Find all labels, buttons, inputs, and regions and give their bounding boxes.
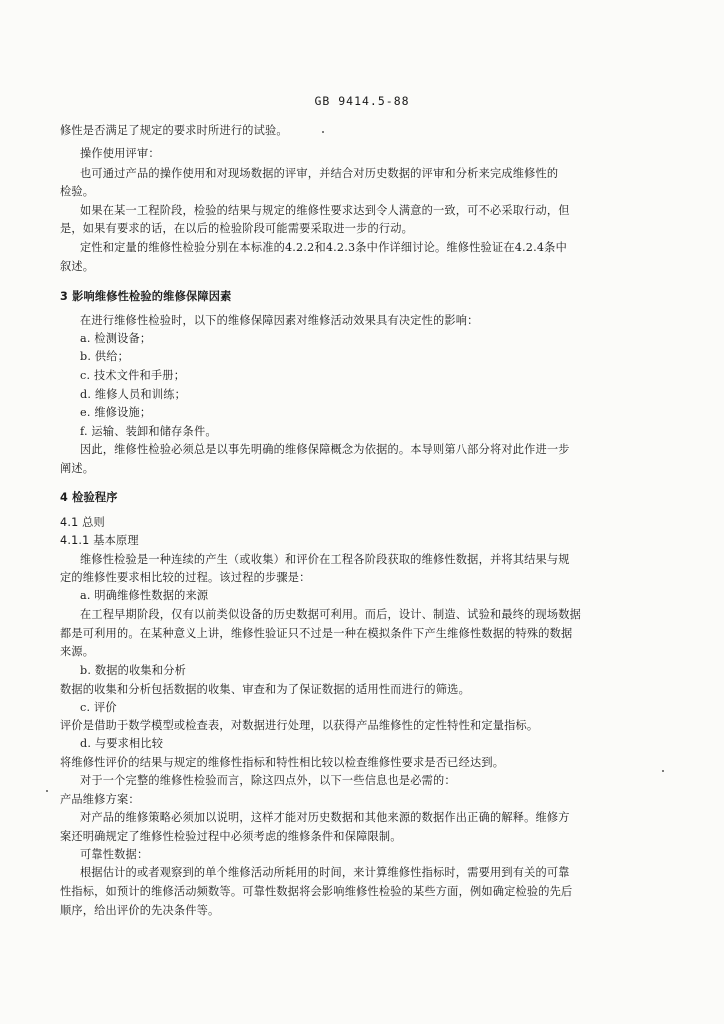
text-line: 对于一个完整的维修性检验而言，除这四点外，以下一些信息也是必需的： xyxy=(80,774,456,787)
list-item: c. 技术文件和手册； xyxy=(80,369,186,382)
text-line: 定的维修性要求相比较的过程。该过程的步骤是： xyxy=(60,571,311,584)
text-line: 根据估计的或者观察到的单个维修活动所耗用的时间，来计算维修性指标时，需要用到有关的可靠 xyxy=(80,866,570,879)
section-heading-4: 4 检验程序 xyxy=(60,491,118,504)
text-line: 检验。 xyxy=(60,185,95,198)
subsection-heading-4-1-1: 4.1.1 基本原理 xyxy=(60,534,139,547)
text-line: 在进行维修性检验时，以下的维修保障因素对维修活动效果具有决定性的影响： xyxy=(80,314,479,327)
subsection-heading-4-1: 4.1 总则 xyxy=(60,516,105,529)
text-line: 叙述。 xyxy=(60,260,95,273)
text-line: 将维修性评价的结果与规定的维修性指标和特性相比较以检查维修性要求是否已经达到。 xyxy=(60,756,505,769)
page-header-standard-number: GB 9414.5-88 xyxy=(314,94,410,108)
text-line: 在工程早期阶段，仅有以前类似设备的历史数据可利用。而后，设计、制造、试验和最终的现场数据 xyxy=(80,608,582,621)
list-item: a. 检测设备； xyxy=(80,332,152,345)
text-line: 产品维修方案： xyxy=(60,793,140,806)
list-item: f. 运输、装卸和储存条件。 xyxy=(80,425,217,438)
text-line: 操作使用评审： xyxy=(80,147,160,160)
text-line: 也可通过产品的操作使用和对现场数据的评审，并结合对历史数据的评审和分析来完成维修性的 xyxy=(80,167,559,180)
section-heading-3: 3 影响维修性检验的维修保障因素 xyxy=(60,290,232,303)
scan-speck xyxy=(46,790,48,792)
list-item: e. 维修设施； xyxy=(80,406,152,419)
text-line: 定性和定量的维修性检验分别在本标准的4.2.2和4.2.3条中作详细讨论。维修性验证在4.2.4条中 xyxy=(80,241,567,254)
list-item: a. 明确维修性数据的来源 xyxy=(80,589,209,602)
text-line: 案还明确规定了维修性检验过程中必须考虑的维修条件和保障限制。 xyxy=(60,830,402,843)
text-line: 都是可利用的。在某种意义上讲，维修性验证只不过是一种在模拟条件下产生维修性数据的特殊的数据 xyxy=(60,627,573,640)
list-item: b. 数据的收集和分析 xyxy=(80,664,186,677)
text-line: 维修性检验是一种连续的产生（或收集）和评价在工程各阶段获取的维修性数据，并将其结果与规 xyxy=(80,553,570,566)
text-line: 是，如果有要求的话，在以后的检验阶段可能需要采取进一步的行动。 xyxy=(60,222,414,235)
text-line: 因此，维修性检验必须总是以事先明确的维修保障概念为依据的。本导则第八部分将对此作进一步 xyxy=(80,443,570,456)
list-item: d. 与要求相比较 xyxy=(80,737,164,750)
text-line: 如果在某一工程阶段，检验的结果与规定的维修性要求达到令人满意的一致，可不必采取行动，但 xyxy=(80,204,570,217)
text-line: 顺序，给出评价的先决条件等。 xyxy=(60,904,220,917)
list-item: d. 维修人员和训练； xyxy=(80,388,186,401)
text-line: 评价是借助于数学模型或检查表，对数据进行处理，以获得产品维修性的定性特性和定量指标。 xyxy=(60,719,539,732)
text-line: 对产品的维修策略必须加以说明，这样才能对历史数据和其他来源的数据作出正确的解释。维修方 xyxy=(80,811,570,824)
list-item: b. 供给； xyxy=(80,350,130,363)
text-line: 可靠性数据： xyxy=(80,848,149,861)
scan-speck xyxy=(662,770,664,772)
text-line: 性指标，如预计的维修活动频数等。可靠性数据将会影响维修性检验的某些方面，例如确定检验的先后 xyxy=(60,885,573,898)
scan-speck xyxy=(322,131,324,133)
text-line: 阐述。 xyxy=(60,462,95,475)
list-item: c. 评价 xyxy=(80,701,117,714)
text-line: 来源。 xyxy=(60,645,95,658)
text-line: 数据的收集和分析包括数据的收集、审查和为了保证数据的适用性而进行的筛选。 xyxy=(60,683,470,696)
text-line: 修性是否满足了规定的要求时所进行的试验。 xyxy=(60,124,288,137)
